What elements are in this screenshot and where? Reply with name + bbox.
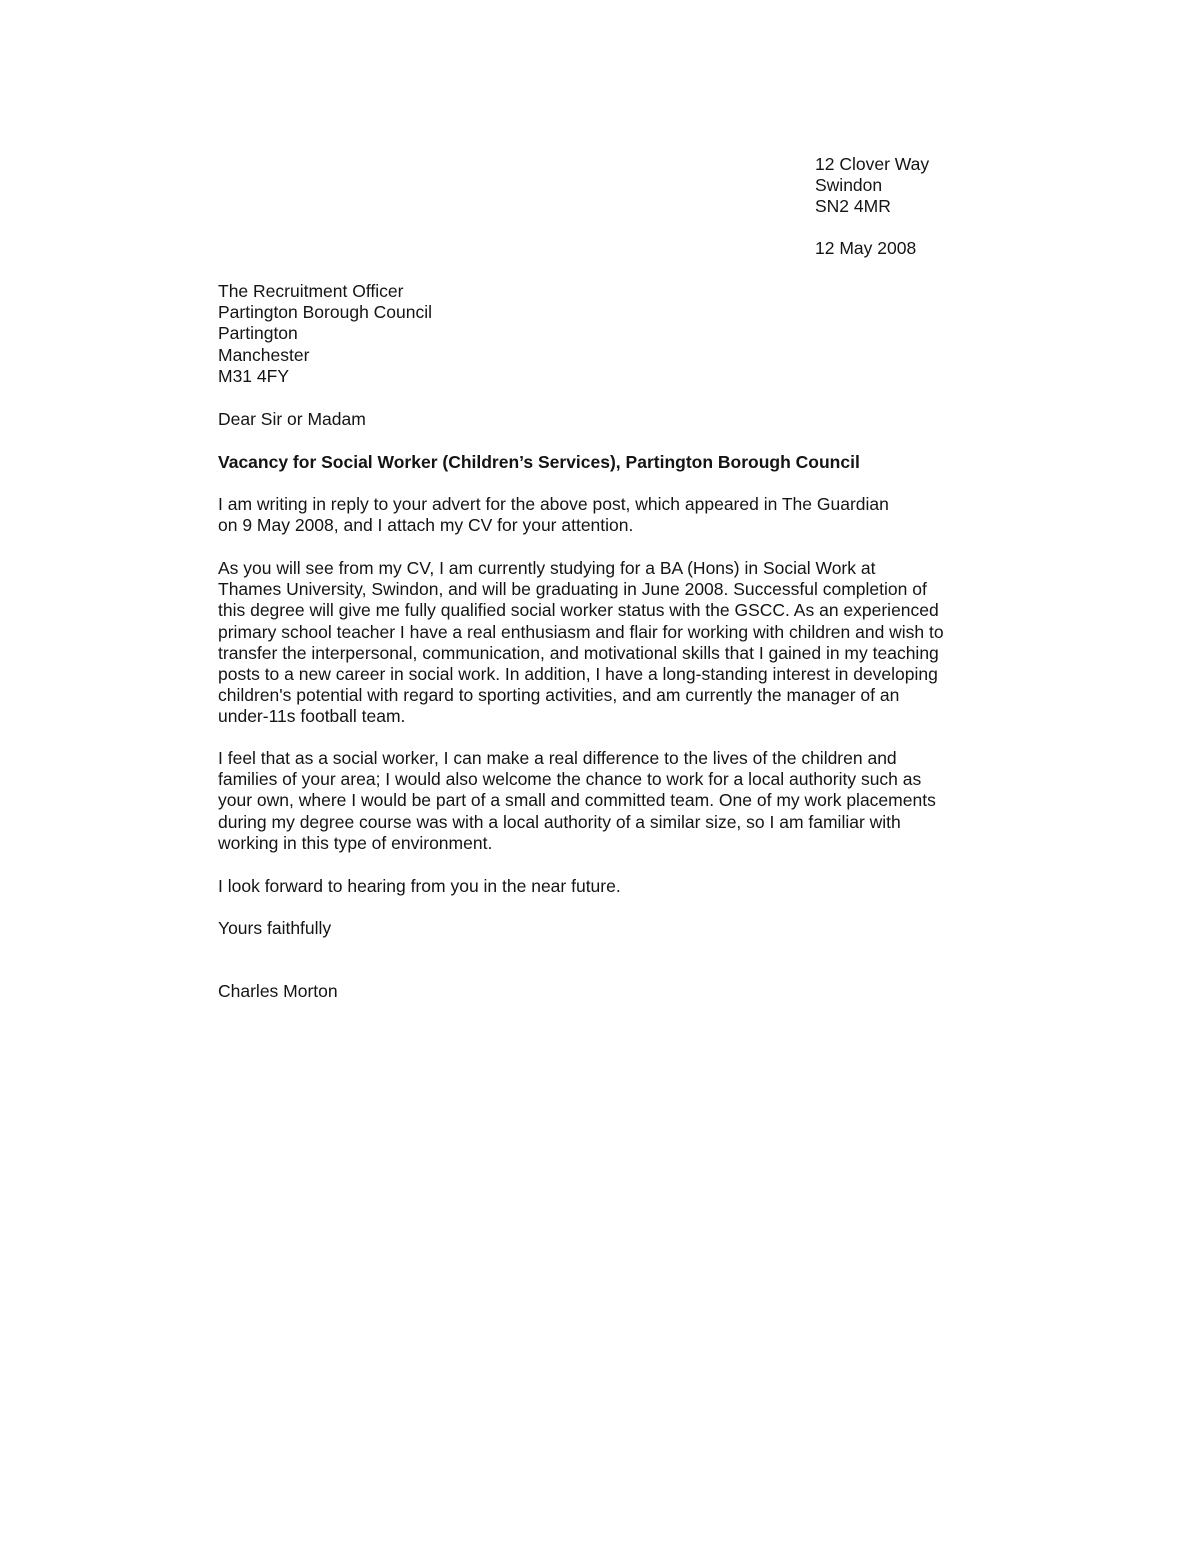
recipient-address-line: M31 4FY — [218, 365, 289, 386]
salutation: Dear Sir or Madam — [218, 409, 366, 429]
sender-address — [815, 154, 929, 218]
paragraph-line: As you will see from my CV, I am currently studying for a BA (Hons) in Social Work at — [218, 558, 876, 578]
paragraph-line: transfer the interpersonal, communication, and motivational skills that I gained in my teaching — [218, 642, 939, 663]
body-paragraph-3 — [218, 748, 936, 854]
paragraph-line: this degree will give me fully qualified social worker status with the GSCC. As an experienced — [218, 600, 939, 621]
recipient-address-line: The Recruitment Officer — [218, 281, 404, 301]
paragraph-line: primary school teacher I have a real enthusiasm and flair for working with children and wish to — [218, 621, 944, 642]
sender-address-line: SN2 4MR — [815, 196, 891, 217]
paragraph-line: working in this type of environment. — [218, 832, 493, 853]
subject-line: Vacancy for Social Worker (Children’s Services), Partington Borough Council — [218, 452, 860, 472]
paragraph-line: on 9 May 2008, and I attach my CV for your attention. — [218, 515, 634, 536]
recipient-address-line: Partington Borough Council — [218, 302, 433, 323]
letter-date: 12 May 2008 — [815, 238, 917, 258]
body-paragraph-4 — [218, 876, 621, 897]
complimentary-close: Yours faithfully — [218, 918, 332, 938]
body-paragraph-2 — [218, 558, 944, 728]
signature-name: Charles Morton — [218, 981, 338, 1001]
recipient-address — [218, 281, 432, 387]
sender-address-line: 12 Clover Way — [815, 154, 930, 174]
body-paragraph-1 — [218, 494, 889, 536]
paragraph-line: families of your area; I would also welcome the chance to work for a local authority such as — [218, 769, 922, 790]
paragraph-line: under-11s football team. — [218, 706, 406, 727]
paragraph-line: I look forward to hearing from you in the near future. — [218, 876, 621, 896]
paragraph-line: I feel that as a social worker, I can make a real difference to the lives of the children and — [218, 748, 897, 768]
paragraph-line: I am writing in reply to your advert for the above post, which appeared in The Guardian — [218, 494, 889, 514]
paragraph-line: Thames University, Swindon, and will be graduating in June 2008. Successful completion of — [218, 579, 927, 600]
paragraph-line: posts to a new career in social work. In addition, I have a long-standing interest in developing — [218, 664, 938, 685]
paragraph-line: your own, where I would be part of a small and committed team. One of my work placements — [218, 790, 936, 811]
recipient-address-line: Manchester — [218, 344, 310, 365]
paragraph-line: children's potential with regard to sporting activities, and am currently the manager of an — [218, 685, 900, 706]
paragraph-line: during my degree course was with a local authority of a similar size, so I am familiar with — [218, 811, 901, 832]
sender-address-line: Swindon — [815, 175, 883, 196]
recipient-address-line: Partington — [218, 323, 298, 344]
